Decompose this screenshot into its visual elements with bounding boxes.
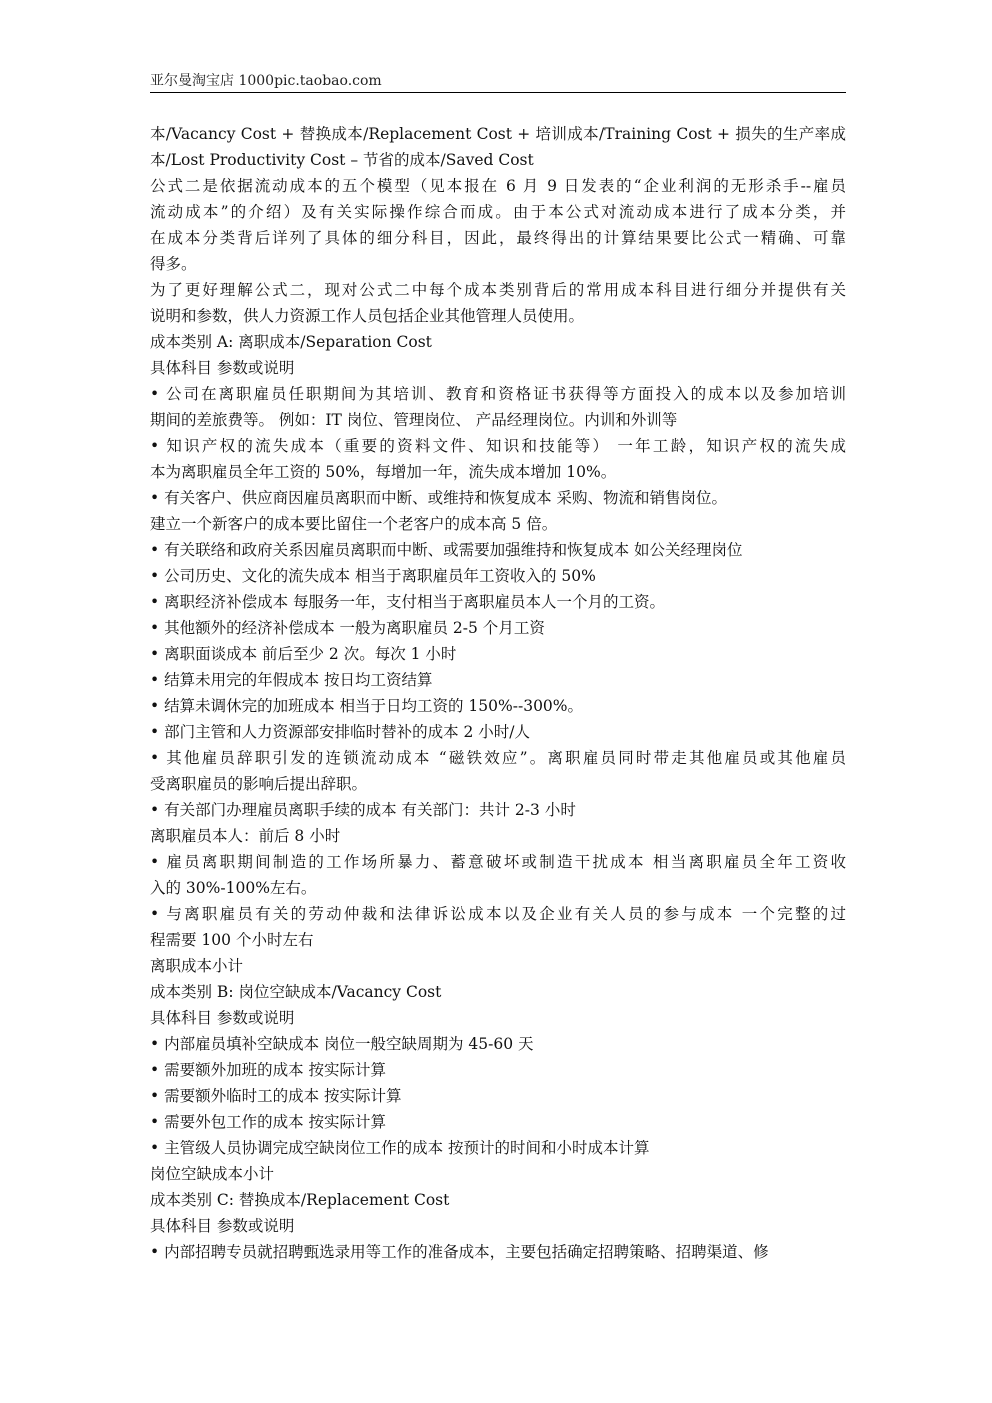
paragraph — [150, 979, 846, 1005]
text-line: • 离职面谈成本 前后至少 2 次。每次 1 小时 — [150, 645, 457, 663]
text-line: • 其他雇员辞职引发的连锁流动成本 “磁铁效应”。离职雇员同时带走其他雇员或其他雇员 — [150, 749, 846, 767]
text-line: • 知识产权的流失成本（重要的资料文件、知识和技能等） 一年工龄，知识产权的流失成 — [150, 437, 846, 455]
paragraph — [150, 1109, 846, 1135]
text-line: 为了更好理解公式二，现对公式二中每个成本类别背后的常用成本科目进行细分并提供有关 — [150, 281, 846, 299]
text-line: • 与离职雇员有关的劳动仲裁和法律诉讼成本以及企业有关人员的参与成本 一个完整的过 — [150, 905, 846, 923]
paragraph — [150, 615, 846, 641]
text-line: • 公司在离职雇员任职期间为其培训、教育和资格证书获得等方面投入的成本以及参加培训 — [150, 385, 846, 403]
paragraph — [150, 1005, 846, 1031]
text-line: 期间的差旅费等。 例如：IT 岗位、管理岗位、 产品经理岗位。内训和外训等 — [150, 411, 678, 429]
text-line: 成本类别 B: 岗位空缺成本/Vacancy Cost — [150, 983, 442, 1001]
paragraph — [150, 589, 846, 615]
paragraph — [150, 1031, 846, 1057]
paragraph — [150, 667, 846, 693]
paragraph — [150, 1161, 846, 1187]
text-line: 成本类别 C: 替换成本/Replacement Cost — [150, 1191, 450, 1209]
paragraph — [150, 563, 846, 589]
paragraph — [150, 797, 846, 823]
paragraph — [150, 693, 846, 719]
paragraph — [150, 173, 846, 277]
paragraph — [150, 1135, 846, 1161]
paragraph — [150, 433, 846, 485]
paragraph — [150, 823, 846, 849]
text-line: • 内部招聘专员就招聘甄选录用等工作的准备成本，主要包括确定招聘策略、招聘渠道、修 — [150, 1243, 769, 1261]
page-header: 亚尔曼淘宝店 1000pic.taobao.com — [150, 73, 382, 89]
paragraph — [150, 485, 846, 511]
text-line: • 有关联络和政府关系因雇员离职而中断、或需要加强维持和恢复成本 如公关经理岗位 — [150, 541, 743, 559]
text-line: • 有关部门办理雇员离职手续的成本 有关部门：共计 2-3 小时 — [150, 801, 576, 819]
text-line: 得多。 — [150, 255, 197, 273]
text-line: 受离职雇员的影响后提出辞职。 — [150, 775, 368, 793]
paragraph — [150, 329, 846, 355]
paragraph — [150, 277, 846, 329]
text-line: • 有关客户、供应商因雇员离职而中断、或维持和恢复成本 采购、物流和销售岗位。 — [150, 489, 727, 507]
document-body — [150, 121, 846, 1265]
paragraph — [150, 355, 846, 381]
text-line: • 部门主管和人力资源部安排临时替补的成本 2 小时/人 — [150, 723, 531, 741]
text-line: • 离职经济补偿成本 每服务一年，支付相当于离职雇员本人一个月的工资。 — [150, 593, 665, 611]
text-line: 离职雇员本人：前后 8 小时 — [150, 827, 341, 845]
text-line: • 雇员离职期间制造的工作场所暴力、蓄意破坏或制造干扰成本 相当离职雇员全年工资收 — [150, 853, 846, 871]
paragraph — [150, 953, 846, 979]
paragraph — [150, 849, 846, 901]
text-line: • 其他额外的经济补偿成本 一般为离职雇员 2-5 个月工资 — [150, 619, 545, 637]
text-line: 本/Vacancy Cost + 替换成本/Replacement Cost + 培训成本/Training Cost + 损失的生产率成 — [150, 125, 846, 143]
text-line: • 结算未调休完的加班成本 相当于日均工资的 150%--300%。 — [150, 697, 584, 715]
paragraph — [150, 1083, 846, 1109]
text-line: • 结算未用完的年假成本 按日均工资结算 — [150, 671, 433, 689]
text-line: 本/Lost Productivity Cost – 节省的成本/Saved Cost — [150, 151, 534, 169]
text-line: 具体科目 参数或说明 — [150, 359, 295, 377]
text-line: • 内部雇员填补空缺成本 岗位一般空缺周期为 45-60 天 — [150, 1035, 534, 1053]
paragraph — [150, 1057, 846, 1083]
text-line: 程需要 100 个小时左右 — [150, 931, 314, 949]
text-line: 在成本分类背后详列了具体的细分科目，因此，最终得出的计算结果要比公式一精确、可靠 — [150, 229, 846, 247]
paragraph — [150, 745, 846, 797]
paragraph — [150, 901, 846, 953]
paragraph — [150, 121, 846, 173]
text-line: 说明和参数，供人力资源工作人员包括企业其他管理人员使用。 — [150, 307, 585, 325]
text-line: • 需要外包工作的成本 按实际计算 — [150, 1113, 386, 1131]
text-line: 离职成本小计 — [150, 957, 244, 975]
paragraph — [150, 537, 846, 563]
text-line: 成本类别 A: 离职成本/Separation Cost — [150, 333, 432, 351]
header-divider — [150, 92, 846, 93]
text-line: • 需要额外临时工的成本 按实际计算 — [150, 1087, 402, 1105]
text-line: 岗位空缺成本小计 — [150, 1165, 275, 1183]
paragraph — [150, 1213, 846, 1239]
paragraph — [150, 1187, 846, 1213]
text-line: 建立一个新客户的成本要比留住一个老客户的成本高 5 倍。 — [150, 515, 558, 533]
paragraph — [150, 641, 846, 667]
text-line: 流动成本”的介绍）及有关实际操作综合而成。由于本公式对流动成本进行了成本分类，并 — [150, 203, 846, 221]
paragraph — [150, 381, 846, 433]
text-line: • 需要额外加班的成本 按实际计算 — [150, 1061, 386, 1079]
text-line: • 主管级人员协调完成空缺岗位工作的成本 按预计的时间和小时成本计算 — [150, 1139, 650, 1157]
text-line: 入的 30%-100%左右。 — [150, 879, 317, 897]
text-line: • 公司历史、文化的流失成本 相当于离职雇员年工资收入的 50% — [150, 567, 596, 585]
paragraph — [150, 1239, 846, 1265]
text-line: 本为离职雇员全年工资的 50%，每增加一年，流失成本增加 10%。 — [150, 463, 617, 481]
paragraph — [150, 719, 846, 745]
text-line: 具体科目 参数或说明 — [150, 1009, 295, 1027]
paragraph — [150, 511, 846, 537]
text-line: 具体科目 参数或说明 — [150, 1217, 295, 1235]
text-line: 公式二是依据流动成本的五个模型（见本报在 6 月 9 日发表的“企业利润的无形杀手--雇员 — [150, 177, 846, 195]
